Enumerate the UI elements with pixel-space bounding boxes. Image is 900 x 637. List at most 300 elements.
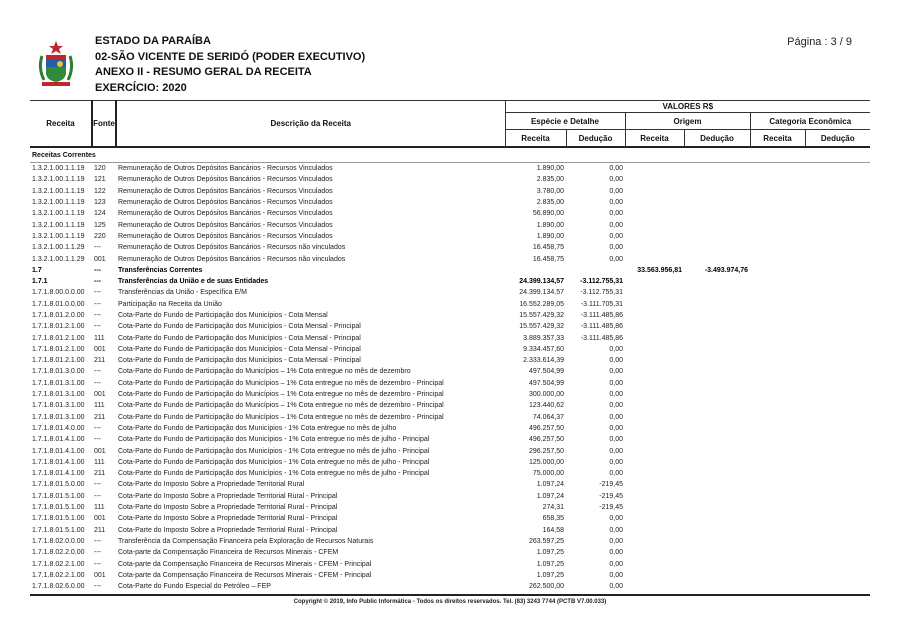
row-categoria-receita [750,163,805,175]
row-fonte: --- [94,244,101,252]
row-especie-receita: 3.780,00 [536,187,564,195]
row-categoria-receita [750,389,805,400]
row-fonte: 111 [94,458,105,466]
row-categoria-receita [750,479,805,490]
row-categoria-receita [750,445,805,456]
row-especie-receita: 75.000,00 [532,470,564,478]
row-origem-receita [625,581,684,592]
row-origem-receita [625,513,684,524]
row-categoria-deducao [805,434,870,445]
row-origem-deducao [684,321,750,332]
row-categoria-receita [750,219,805,230]
table-row [30,389,870,400]
row-origem-deducao [684,400,750,411]
row-code: 1.3.2.1.00.1.1.29 [32,244,85,252]
row-especie-deducao: 0,00 [609,244,623,252]
row-origem-receita [625,445,684,456]
col-receita: Receita [30,101,92,148]
row-categoria-deducao [805,186,870,197]
row-code: 1.3.2.1.00.1.1.19 [32,176,85,184]
row-categoria-deducao [805,310,870,321]
row-especie-receita: 2.835,00 [536,176,564,184]
row-origem-deducao [684,581,750,592]
row-description: Cota-Parte do Fundo de Participação dos Municípios - 1% Cota entregue no mês de julho - Principal [118,470,430,478]
table-row [30,434,870,445]
row-categoria-deducao [805,445,870,456]
table-row [30,457,870,468]
row-especie-deducao: 0,00 [609,470,623,478]
row-especie-deducao: 0,00 [609,413,623,421]
row-fonte: --- [94,481,101,489]
row-categoria-deducao [805,400,870,411]
row-especie-receita: 1.097,24 [536,492,564,500]
row-fonte: 001 [94,255,106,263]
row-origem-receita [625,332,684,343]
row-especie-receita: 497.504,99 [528,379,564,387]
row-especie-receita: 1.097,24 [536,481,564,489]
row-origem-deducao [684,525,750,536]
row-code: 1.7.1.8.01.2.1.00 [32,357,85,365]
row-especie-deducao: 0,00 [609,176,623,184]
col-origem-deducao: Dedução [684,130,750,148]
row-especie-deducao: 0,00 [609,232,623,240]
row-code: 1.7 [32,266,42,274]
row-categoria-receita [750,457,805,468]
state-title: ESTADO DA PARAÍBA [95,35,211,47]
row-especie-deducao: 0,00 [609,221,623,229]
row-fonte: --- [94,436,101,444]
col-origem-receita: Receita [625,130,684,148]
row-code: 1.7.1.8.01.5.1.00 [32,526,85,534]
row-description: Cota-parte da Compensação Financeira de Recursos Minerais - CFEM [118,549,339,557]
row-especie-receita: 497.504,99 [528,368,564,376]
row-origem-deducao [684,219,750,230]
table-row [30,321,870,332]
footer-divider [30,594,870,596]
row-origem-deducao [684,163,750,175]
row-description: Cota-Parte do Fundo de Participação do Municípios – 1% Cota entregue no mês de dezembro - Principal [118,402,444,410]
row-description: Cota-Parte do Fundo de Participação dos Municípios - Cota Mensal - Principal [118,323,361,331]
row-categoria-receita [750,412,805,423]
row-origem-receita [625,276,684,287]
row-categoria-receita [750,299,805,310]
row-fonte: 111 [94,334,105,342]
row-origem-deducao [684,344,750,355]
row-origem-receita [625,479,684,490]
row-code: 1.7.1.8.01.0.0.00 [32,300,85,308]
row-especie-deducao: 0,00 [609,391,623,399]
row-categoria-receita [750,536,805,547]
col-origem: Origem [625,113,750,130]
row-categoria-receita [750,570,805,581]
row-especie-deducao: 0,00 [609,357,623,365]
row-origem-deducao [684,197,750,208]
row-especie-deducao: -219,45 [599,504,623,512]
row-categoria-deducao [805,457,870,468]
table-row [30,558,870,569]
row-especie-deducao: -3.112.755,31 [580,289,623,297]
row-origem-receita [625,299,684,310]
row-categoria-deducao [805,332,870,343]
row-especie-receita: 56.890,00 [532,210,564,218]
table-row [30,265,870,276]
table-row [30,581,870,592]
table-row [30,332,870,343]
row-description: Cota-Parte do Fundo de Participação dos Municípios - 1% Cota entregue no mês de julho - Principal [118,447,430,455]
row-origem-deducao [684,378,750,389]
row-categoria-deducao [805,366,870,377]
row-categoria-deducao [805,536,870,547]
row-origem-deducao [684,468,750,479]
fiscal-year: EXERCÍCIO: 2020 [95,81,187,94]
row-origem-receita [625,366,684,377]
table-row [30,208,870,219]
row-especie-receita: 74.064,37 [532,413,564,421]
col-especie-receita: Receita [505,130,566,148]
row-origem-deducao [684,570,750,581]
row-especie-receita: 123.440,62 [528,402,564,410]
row-categoria-deducao [805,491,870,502]
row-especie-receita: 24.399.134,57 [519,289,564,297]
row-description: Cota-Parte do Fundo de Participação dos Municípios - 1% Cota entregue no mês de julho [118,424,397,432]
table-row [30,479,870,490]
row-origem-receita [625,197,684,208]
table-row [30,378,870,389]
row-description: Cota-Parte do Fundo de Participação dos Municípios - Cota Mensal - Principal [118,345,361,353]
row-origem-receita [625,186,684,197]
row-especie-receita: 1.890,00 [536,221,564,229]
row-fonte: 124 [94,210,106,218]
row-description: Cota-Parte do Fundo de Participação dos Municípios - 1% Cota entregue no mês de julho - Principal [118,458,430,466]
table-row [30,174,870,185]
row-categoria-deducao [805,174,870,185]
row-especie-deducao [566,265,625,276]
row-origem-receita [625,163,684,175]
copyright-footer: Copyright © 2019, Info Public Informática - Todos os direitos reservados. Tel. (83) 3243 7744 (PCTB V7.00.033) [293,599,607,605]
col-categoria-receita: Receita [750,130,805,148]
row-origem-receita [625,378,684,389]
row-description: Cota-Parte do Fundo de Participação dos Municípios - Cota Mensal - Principal [118,334,361,342]
row-origem-deducao [684,253,750,264]
row-categoria-receita [750,400,805,411]
row-categoria-deducao [805,208,870,219]
row-code: 1.7.1.8.01.3.1.00 [32,413,85,421]
row-description: Cota-parte da Compensação Financeira de Recursos Minerais - CFEM - Principal [118,571,372,579]
row-categoria-receita [750,276,805,287]
row-code: 1.7.1.8.01.2.1.00 [32,345,85,353]
row-categoria-receita [750,513,805,524]
row-fonte: 111 [94,402,105,410]
entity-title: 02-SÃO VICENTE DE SERIDÓ (PODER EXECUTIVO) [95,50,366,63]
row-code: 1.7.1.8.01.2.1.00 [32,334,85,342]
row-origem-receita [625,412,684,423]
col-valores: VALORES R$ [505,101,870,113]
row-origem-deducao [684,445,750,456]
row-fonte: --- [94,300,101,308]
row-description: Remuneração de Outros Depósitos Bancários - Recursos Vinculados [118,165,333,173]
row-code: 1.7.1.8.01.4.1.00 [32,447,85,455]
row-description: Remuneração de Outros Depósitos Bancários - Recursos Vinculados [118,232,333,240]
row-description: Transferências da União e de suas Entidades [118,278,269,286]
row-description: Cota-Parte do Imposto Sobre a Propriedade Territorial Rural - Principal [118,526,338,534]
table-row [30,310,870,321]
row-fonte: --- [94,289,101,297]
row-origem-deducao [684,276,750,287]
row-fonte: --- [94,537,101,545]
row-categoria-deducao [805,547,870,558]
row-especie-deducao: 0,00 [609,571,623,579]
row-origem-receita: 33.563.956,81 [637,266,682,274]
table-row [30,276,870,287]
row-especie-deducao: -3.112.755,31 [580,278,623,286]
row-origem-deducao [684,287,750,298]
row-categoria-deducao [805,468,870,479]
row-description: Remuneração de Outros Depósitos Bancários - Recursos Vinculados [118,199,333,207]
row-categoria-deducao [805,276,870,287]
row-code: 1.7.1.8.01.4.1.00 [32,458,85,466]
row-especie-receita: 2.835,00 [536,199,564,207]
table-row [30,502,870,513]
row-origem-deducao [684,434,750,445]
row-origem-deducao [684,389,750,400]
row-code: 1.3.2.1.00.1.1.29 [32,255,85,263]
report-header [95,34,365,96]
row-especie-receita: 296.257,50 [528,447,564,455]
row-categoria-deducao [805,163,870,175]
row-code: 1.7.1.8.02.6.0.00 [32,583,85,591]
row-fonte: --- [94,278,101,286]
row-fonte: 211 [94,357,106,365]
row-categoria-receita [750,186,805,197]
row-code: 1.7.1.8.01.4.1.00 [32,436,85,444]
row-origem-receita [625,174,684,185]
row-fonte: 125 [94,221,106,229]
row-categoria-deducao [805,412,870,423]
row-code: 1.7.1.8.00.0.0.00 [32,289,85,297]
table-row [30,299,870,310]
row-origem-deducao [684,412,750,423]
row-origem-receita [625,502,684,513]
table-row [30,355,870,366]
row-description: Remuneração de Outros Depósitos Bancários - Recursos não vinculados [118,244,346,252]
row-fonte: 120 [94,165,106,173]
row-code: 1.7.1.8.01.5.1.00 [32,492,85,500]
annex-title: ANEXO II - RESUMO GERAL DA RECEITA [95,66,312,78]
row-categoria-receita [750,468,805,479]
row-categoria-receita [750,265,805,276]
row-especie-deducao: -3.111.485,86 [580,323,623,331]
row-description: Participação na Receita da União [118,300,222,308]
row-description: Cota-Parte do Imposto Sobre a Propriedade Territorial Rural - Principal [118,492,338,500]
row-code: 1.7.1.8.01.3.1.00 [32,402,85,410]
row-code: 1.3.2.1.00.1.1.19 [32,232,85,240]
row-description: Cota-Parte do Fundo Especial do Petróleo – FEP [118,583,271,591]
row-especie-deducao: 0,00 [609,526,623,534]
row-especie-deducao: 0,00 [609,402,623,410]
row-code: 1.7.1.8.02.2.0.00 [32,549,85,557]
row-categoria-deducao [805,389,870,400]
row-especie-receita: 125.000,00 [528,458,564,466]
row-categoria-deducao [805,197,870,208]
table-row [30,491,870,502]
section-title: Receitas Correntes [30,147,870,163]
table-row [30,287,870,298]
row-especie-deducao: 0,00 [609,549,623,557]
row-categoria-receita [750,242,805,253]
row-description: Cota-Parte do Fundo de Participação do Municípios – 1% Cota entregue no mês de dezembro - Principal [118,413,444,421]
row-description: Cota-Parte do Fundo de Participação do Municípios – 1% Cota entregue no mês de dezembro - Principal [118,391,444,399]
row-categoria-deducao [805,423,870,434]
row-especie-deducao: -219,45 [599,492,623,500]
row-description: Cota-parte da Compensação Financeira de Recursos Minerais - CFEM - Principal [118,560,372,568]
col-fonte: Fonte [92,101,116,148]
row-fonte: --- [94,379,101,387]
state-coat-of-arms-icon [36,40,76,90]
row-categoria-receita [750,423,805,434]
row-origem-receita [625,310,684,321]
row-especie-deducao: 0,00 [609,537,623,545]
row-categoria-deducao [805,242,870,253]
row-categoria-receita [750,231,805,242]
row-especie-receita: 16.552.289,05 [519,300,564,308]
row-description: Remuneração de Outros Depósitos Bancários - Recursos Vinculados [118,187,333,195]
row-especie-receita: 263.597,25 [528,537,564,545]
row-fonte: 220 [94,232,106,240]
col-especie: Espécie e Detalhe [505,113,625,130]
row-fonte: 211 [94,470,106,478]
row-origem-receita [625,457,684,468]
row-description: Remuneração de Outros Depósitos Bancários - Recursos Vinculados [118,176,333,184]
row-especie-receita: 274,31 [542,504,564,512]
row-code: 1.7.1.8.01.3.1.00 [32,379,85,387]
table-row [30,197,870,208]
row-categoria-receita [750,558,805,569]
row-code: 1.3.2.1.00.1.1.19 [32,221,85,229]
row-especie-deducao: -219,45 [599,481,623,489]
row-especie-receita: 15.557.429,32 [519,323,564,331]
row-fonte: --- [94,549,101,557]
row-origem-deducao [684,457,750,468]
row-origem-deducao [684,491,750,502]
row-categoria-receita [750,525,805,536]
row-origem-deducao [684,242,750,253]
table-row [30,445,870,456]
row-origem-receita [625,400,684,411]
row-categoria-receita [750,174,805,185]
row-code: 1.7.1.8.02.2.1.00 [32,560,85,568]
row-categoria-receita [750,355,805,366]
table-row [30,525,870,536]
col-categoria-deducao: Dedução [805,130,870,148]
row-especie-deducao: 0,00 [609,368,623,376]
row-origem-receita [625,231,684,242]
col-especie-deducao: Dedução [566,130,625,148]
row-categoria-deducao [805,479,870,490]
row-especie-deducao: 0,00 [609,583,623,591]
row-categoria-deducao [805,287,870,298]
row-origem-receita [625,423,684,434]
row-categoria-receita [750,321,805,332]
row-especie-deducao: 0,00 [609,379,623,387]
row-categoria-receita [750,197,805,208]
row-fonte: 122 [94,187,106,195]
row-origem-receita [625,242,684,253]
row-origem-receita [625,570,684,581]
row-origem-deducao [684,186,750,197]
row-description: Remuneração de Outros Depósitos Bancários - Recursos Vinculados [118,210,333,218]
row-especie-receita: 16.458,75 [532,244,564,252]
row-fonte: 111 [94,504,105,512]
row-code: 1.3.2.1.00.1.1.19 [32,199,85,207]
table-row [30,163,870,175]
row-especie-receita: 496.257,50 [528,436,564,444]
row-especie-receita: 3.889.357,33 [523,334,564,342]
row-origem-receita [625,208,684,219]
table-row [30,536,870,547]
row-especie-receita: 1.890,00 [536,232,564,240]
row-origem-deducao [684,366,750,377]
row-categoria-deducao [805,299,870,310]
row-origem-deducao [684,208,750,219]
row-origem-deducao [684,513,750,524]
row-code: 1.7.1.8.02.2.1.00 [32,571,85,579]
row-categoria-receita [750,344,805,355]
row-especie-deducao: 0,00 [609,424,623,432]
row-especie-receita: 1.097,25 [536,560,564,568]
row-fonte: 121 [94,176,106,184]
row-code: 1.7.1.8.01.5.1.00 [32,504,85,512]
row-code: 1.7.1.8.01.4.0.00 [32,424,85,432]
row-description: Cota-Parte do Imposto Sobre a Propriedade Territorial Rural - Principal [118,504,338,512]
table-row [30,242,870,253]
row-especie-receita: 658,35 [542,515,564,523]
row-fonte: --- [94,368,101,376]
row-especie-deducao: 0,00 [609,515,623,523]
row-categoria-deducao [805,581,870,592]
row-especie-receita: 1.097,25 [536,571,564,579]
row-description: Cota-Parte do Fundo de Participação do Municípios – 1% Cota entregue no mês de dezembro - Principal [118,379,444,387]
row-categoria-receita [750,434,805,445]
row-origem-deducao [684,423,750,434]
row-categoria-receita [750,366,805,377]
row-origem-deducao [684,310,750,321]
row-especie-deducao: -3.111.485,86 [580,312,623,319]
row-categoria-receita [750,287,805,298]
row-especie-receita: 1.890,00 [536,165,564,173]
table-row [30,186,870,197]
row-origem-receita [625,219,684,230]
row-code: 1.7.1.8.01.2.1.00 [32,323,85,331]
row-especie-deducao: -3.111.705,31 [580,300,623,308]
row-origem-receita [625,287,684,298]
row-especie-deducao: 0,00 [609,345,623,353]
row-categoria-deducao [805,513,870,524]
row-categoria-receita [750,208,805,219]
row-categoria-deducao [805,570,870,581]
row-origem-deducao [684,231,750,242]
row-description: Cota-Parte do Imposto Sobre a Propriedade Territorial Rural - Principal [118,515,338,523]
row-especie-deducao: 0,00 [609,458,623,466]
row-categoria-deducao [805,219,870,230]
row-categoria-receita [750,502,805,513]
row-categoria-deducao [805,231,870,242]
row-categoria-deducao [805,502,870,513]
row-especie-receita: 300.000,00 [528,391,564,399]
row-especie-deducao: -3.111.485,86 [580,334,623,342]
row-origem-receita [625,491,684,502]
row-description: Remuneração de Outros Depósitos Bancários - Recursos Vinculados [118,221,333,229]
row-especie-receita: 15.557.429,32 [519,312,564,319]
